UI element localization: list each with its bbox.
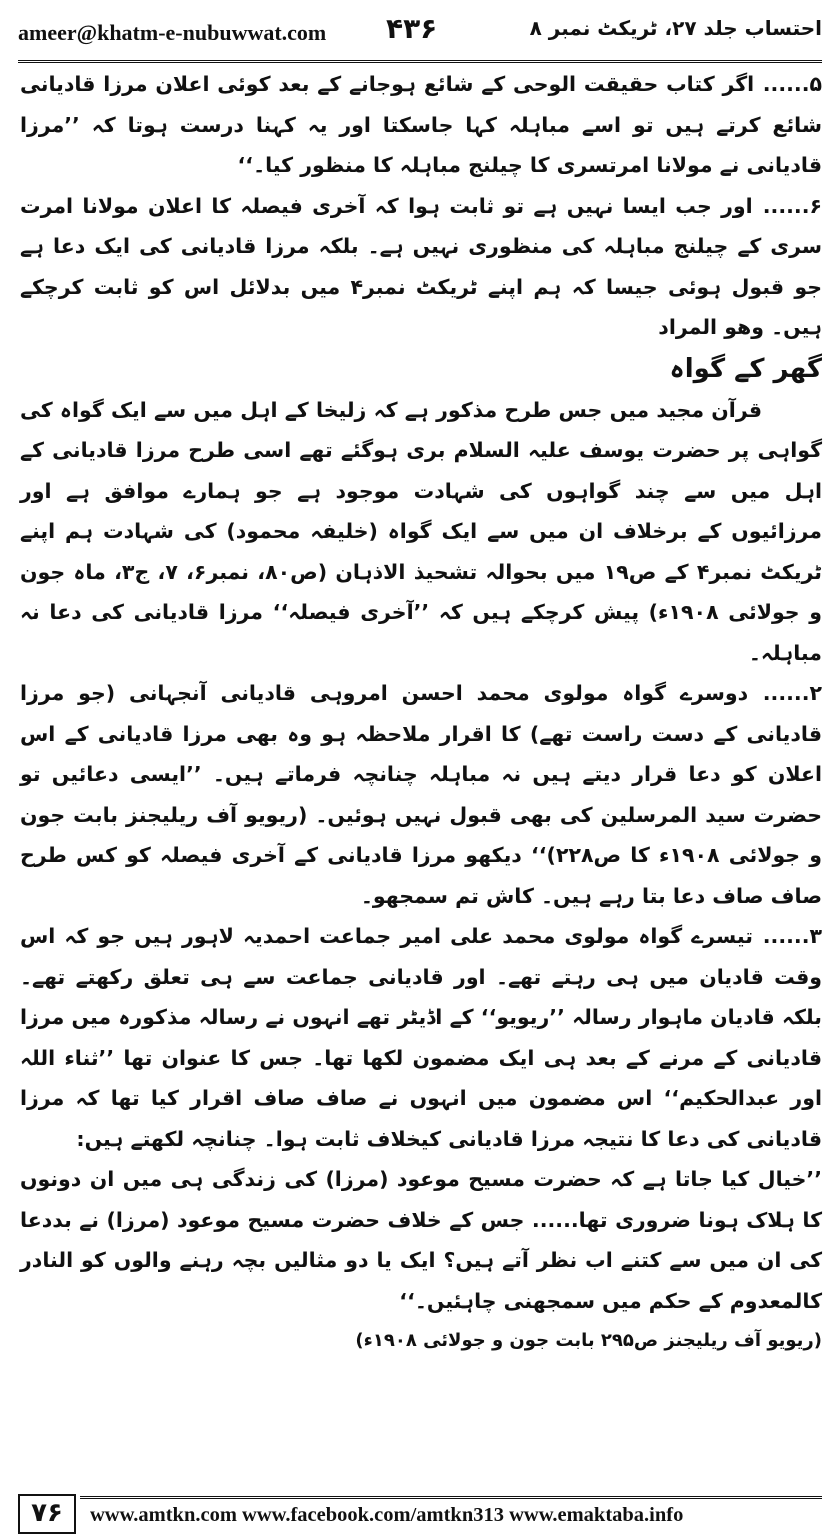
paragraph-6 bbox=[20, 186, 822, 348]
paragraph-2-text: دوسرے گواہ مولوی محمد احسن امروہی قادیانی آنجہانی (جو مرزا قادیانی کے دست راست تھے) کا اقرار ملاحظہ ہو وہ بھی مرزا قادیانی کے اس اعلان کو دعا قرار دیتے ہیں نہ مباہلہ چنانچہ فرماتے ہیں۔ ’’ایسی دعائیں تو حضرت سید المرسلین کی بھی قبول نہیں ہوئیں۔ (ریویو آف ریلیجنز بابت جون و جولائی ۱۹۰۸ء کا ص۲۲۸)‘‘ دیکھو مرزا قادیانی کے آخری فیصلہ کو کس طرح صاف صاف دعا بتا رہے ہیں۔ کاش تم سمجھو۔ bbox=[20, 681, 822, 908]
paragraph-2-number: ۲...... bbox=[762, 681, 822, 705]
block-quote: ’’خیال کیا جاتا ہے کہ حضرت مسیح موعود (مرزا) کی زندگی ہی میں ان دونوں کا ہلاک ہونا ضروری تھا...... جس کے خلاف حضرت مسیح موعود (مرزا) نے بددعا کی ان میں سے کتنے اب نظر آتے ہیں؟ ایک یا دو مثالیں بچہ رہنے والوں کو النادر کالمعدوم کے حکم میں سمجھنی چاہئیں۔‘‘ bbox=[20, 1167, 822, 1313]
footer-divider bbox=[80, 1496, 822, 1499]
footer-links: www.amtkn.com www.facebook.com/amtkn313 www.emaktaba.info bbox=[90, 1504, 684, 1526]
paragraph-6-number: ۶...... bbox=[762, 193, 822, 218]
page-footer bbox=[18, 1494, 822, 1532]
paragraph-3-number: ۳...... bbox=[762, 924, 822, 948]
paragraph-5-number: ۵...... bbox=[762, 72, 822, 96]
page-header bbox=[18, 14, 822, 54]
footer-page-number: ۷۶ bbox=[18, 1494, 76, 1534]
paragraph-2 bbox=[20, 673, 822, 916]
intro-paragraph bbox=[20, 390, 822, 674]
paragraph-3-text: تیسرے گواہ مولوی محمد علی امیر جماعت احمدیہ لاہور ہیں جو کہ اس وقت قادیان میں ہی رہتے تھے۔ اور قادیانی جماعت سے ہی تعلق رکھتے تھے۔ بلکہ قادیان ماہوار رسالہ ’’ریویو‘‘ کے اڈیٹر تھے انہوں نے رسالہ مذکورہ میں مرزا قادیانی کے مرنے کے بعد ہی ایک مضمون لکھا تھا۔ جس کا عنوان تھا ’’ثناء اللہ اور عبدالحکیم‘‘ اس مضمون میں انہوں نے صاف صاف اقرار کیا تھا کہ مرزا قادیانی کی دعا کا نتیجہ مرزا قادیانی کیخلاف ثابت ہوا۔ چنانچہ لکھتے ہیں: bbox=[20, 924, 822, 1151]
closing-reference: (ریویو آف ریلیجنز ص۲۹۵ بابت جون و جولائی ۱۹۰۸ء) bbox=[355, 1330, 822, 1351]
header-book-title: احتساب جلد ۲۷، ٹریکٹ نمبر ۸ bbox=[529, 16, 822, 40]
header-page-number: ۴۳۶ bbox=[386, 12, 438, 45]
intro-text: قرآن مجید میں جس طرح مذکور ہے کہ زلیخا کے اہل میں سے ایک گواہ کی گواہی پر حضرت یوسف علیہ السلام بری ہوگئے تھے اسی طرح مرزا قادیانی کے اہل میں سے چند گواہوں کی شہادت موجود ہے جو ہمارے موافق ہے اور مرزائیوں کے برخلاف ان میں سے ایک گواہ (خلیفہ محمود) کی شہادت ہم اپنے ٹریکٹ نمبر۴ کے ص۱۹ میں بحوالہ تشحیذ الاذہان (ص۸۰، نمبر۶، ۷، ج۳، ماہ جون و جولائی ۱۹۰۸ء) پیش کرچکے ہیں کہ ’’آخری فیصلہ‘‘ مرزا قادیانی کی دعا نہ مباہلہ۔ bbox=[20, 397, 822, 665]
paragraph-3 bbox=[20, 916, 822, 1159]
paragraph-5-text: اگر کتاب حقیقت الوحی کے شائع ہوجانے کے بعد کوئی اعلان مرزا قادیانی شائع کرتے ہیں تو اسے مباہلہ کہا جاسکتا اور یہ کہنا درست ہوتا کہ ’’مرزا قادیانی نے مولانا امرتسری کا چیلنج مباہلہ کا منظور کیا۔‘‘ bbox=[20, 72, 822, 177]
header-email: ameer@khatm-e-nubuwwat.com bbox=[18, 20, 327, 45]
section-heading: گھر کے گواہ bbox=[669, 353, 822, 384]
paragraph-5 bbox=[20, 64, 822, 186]
main-text bbox=[20, 64, 822, 1361]
header-divider bbox=[18, 60, 822, 63]
paragraph-6-text: اور جب ایسا نہیں ہے تو ثابت ہوا کہ آخری فیصلہ کا اعلان مولانا امرت سری کے چیلنج مباہلہ کی منظوری نہیں ہے۔ بلکہ مرزا قادیانی کی ایک دعا ہے جو قبول ہوئی جیسا کہ ہم اپنے ٹریکٹ نمبر۴ میں بدلائل اس کو ثابت کرچکے ہیں۔ وھو المراد bbox=[20, 193, 822, 339]
